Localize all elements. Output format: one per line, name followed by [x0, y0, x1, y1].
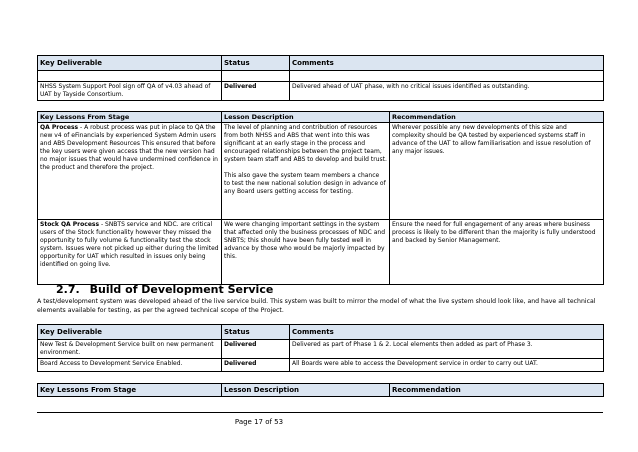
col-header-status: Status — [222, 56, 290, 71]
deliverable-cell: Board Access to Development Service Enabled. — [38, 359, 222, 372]
table-row — [38, 359, 604, 372]
spacer-row — [38, 71, 604, 82]
col-header-lessons: Key Lessons From Stage — [38, 384, 222, 397]
footer-divider — [37, 412, 603, 413]
col-header-recommendation: Recommendation — [390, 112, 604, 123]
section-number: 2.7. — [56, 283, 80, 296]
page-number: Page 17 of 53 — [234, 418, 284, 426]
lesson-description-cell: We were changing important settings in the system that affected only the business processes of NDC and SNBTS; this should have been fully tested well in advance by those who would be majorly impacted by this. — [222, 220, 390, 285]
deliverables-table-2 — [37, 324, 604, 372]
table-header-row — [38, 112, 604, 123]
lesson-title: Stock QA Process — [40, 221, 100, 228]
lessons-table-1 — [37, 111, 604, 285]
table-header-row — [38, 325, 604, 340]
comments-cell: All Boards were able to access the Development service in order to carry out UAT. — [290, 359, 604, 372]
col-header-status: Status — [222, 325, 290, 340]
lesson-stage-cell — [38, 220, 222, 285]
col-header-deliverable: Key Deliverable — [38, 56, 222, 71]
col-header-description: Lesson Description — [222, 384, 390, 397]
col-header-comments: Comments — [290, 325, 604, 340]
status-cell: Delivered — [222, 82, 290, 101]
table-row — [38, 220, 604, 285]
col-header-description: Lesson Description — [222, 112, 390, 123]
deliverable-cell: NHSS System Support Pool sign off QA of v4.03 ahead of UAT by Tayside Consortium. — [38, 82, 222, 101]
table-header-row — [38, 56, 604, 71]
recommendation-cell: Wherever possible any new developments of this size and complexity should be QA tested by experienced systems staff in advance of the UAT to allow familiarisation and issue resolution of any major issues. — [390, 123, 604, 220]
deliverable-cell: New Test & Development Service built on new permanent environment. — [38, 340, 222, 359]
section-heading — [56, 283, 273, 297]
lesson-text: - A robust process was put in place to QA the new v4 of eFinancials by experienced System Admin users and ABS Development Resources This ensured that before the key users were given access that the new version had no major issues that would have undermined confidence in the product and therefore the project. — [40, 124, 218, 171]
status-cell: Delivered — [222, 340, 290, 359]
description-paragraph: This also gave the system team members a chance to test the new national solution design in advance of any Board users getting access for testing. — [224, 172, 386, 195]
lesson-description-cell — [222, 123, 390, 220]
table-row — [38, 123, 604, 220]
recommendation-cell: Ensure the need for full engagement of any areas where business process is likely to be different than the majority is fully understood and backed by Senior Management. — [390, 220, 604, 285]
comments-cell: Delivered as part of Phase 1 & 2. Local elements then added as part of Phase 3. — [290, 340, 604, 359]
table-row — [38, 340, 604, 359]
section-title: Build of Development Service — [89, 283, 274, 296]
col-header-lessons: Key Lessons From Stage — [38, 112, 222, 123]
section-intro: A test/development system was developed ahead of the live service build. This system was built to mirror the model of what the live system should look like, and have all technical elements available for testing, as per the agreed technical scope of the Project. — [37, 298, 596, 314]
col-header-deliverable: Key Deliverable — [38, 325, 222, 340]
comments-cell: Delivered ahead of UAT phase, with no critical issues identified as outstanding. — [290, 82, 604, 101]
lessons-table-2 — [37, 383, 604, 397]
lesson-text: - SNBTS service and NDC. are critical users of the Stock functionality however they missed the opportunity to fully volume & functionality test the stock system. Issues were not picked up either during the limited opportunity for UAT which resulted in issues only being identified on going live. — [40, 221, 219, 268]
lesson-title: QA Process — [40, 124, 79, 131]
table-header-row — [38, 384, 604, 397]
description-paragraph: The level of planning and contribution of resources from both NHSS and ABS that went into this was significant at an early stage in the process and encouraged relationships between the project team, system team staff and ABS to develop and build trust. — [224, 124, 387, 163]
table-row — [38, 82, 604, 101]
col-header-recommendation: Recommendation — [390, 384, 604, 397]
page-footer — [0, 418, 638, 427]
status-cell: Delivered — [222, 359, 290, 372]
lesson-stage-cell — [38, 123, 222, 220]
col-header-comments: Comments — [290, 56, 604, 71]
deliverables-table-1 — [37, 55, 604, 101]
